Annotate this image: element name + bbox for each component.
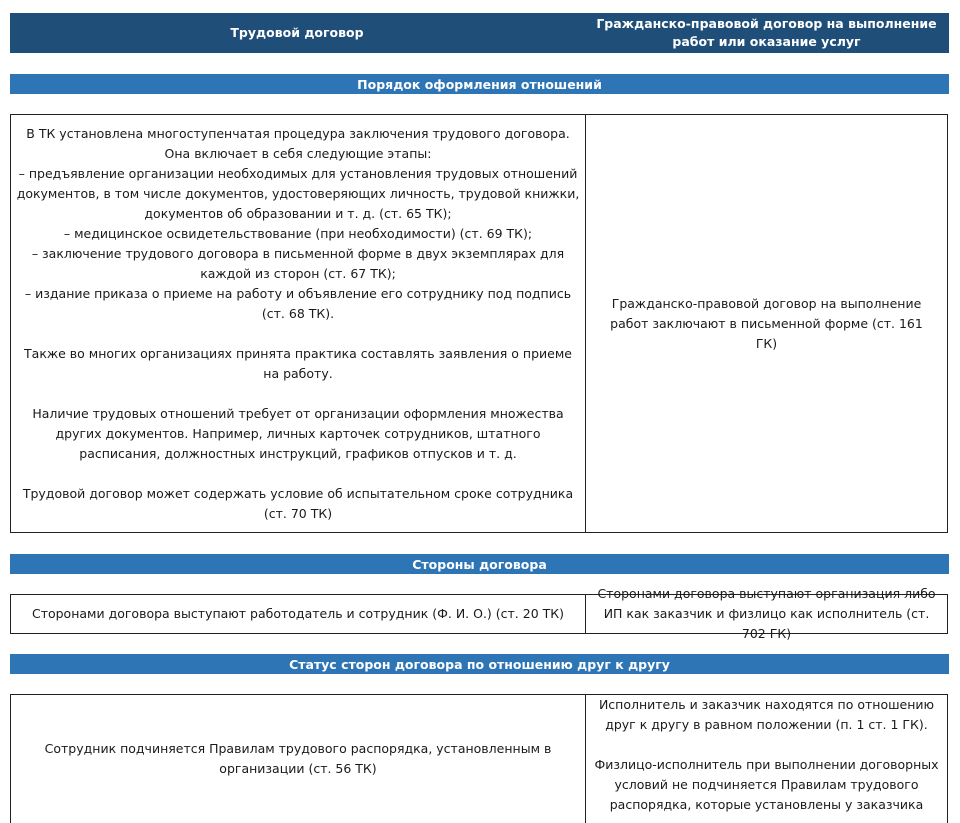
header-civil-contract: Гражданско-правовой договор на выполнение работ или оказание услуг xyxy=(596,16,937,49)
parties-employment-cell: Сторонами договора выступают работодатель и сотрудник (Ф. И. О.) (ст. 20 ТК) xyxy=(31,606,565,621)
section-title-status: Статус сторон договора по отношению друг к другу xyxy=(10,654,949,674)
registration-step-order: – издание приказа о приеме на работу и объявление его сотруднику под подпись (ст. 68 ТК). xyxy=(24,285,572,321)
registration-step-documents: – предъявление организации необходимых для установления трудовых отношений документов, в том числе документов, удостоверяющих личность, трудовой книжки, документов об образовании и т. д. (ст. 65 ТК); xyxy=(16,165,580,221)
parties-civil-cell: Сторонами договора выступают организация либо ИП как заказчик и физлицо как исполнитель (ст. 702 ГК) xyxy=(585,595,947,633)
status-civil-cell xyxy=(585,695,947,823)
registration-documents-note: Наличие трудовых отношений требует от организации оформления множества других документов. Например, личных карточек сотрудников, штатного расписания, должностных инструкций, графиков отпусков и т. д. xyxy=(32,405,564,461)
comparison-table-header xyxy=(10,13,949,53)
registration-civil-cell: Гражданско-правовой договор на выполнение работ заключают в письменной форме (ст. 161 ГК) xyxy=(585,115,947,532)
status-employment-cell: Сотрудник подчиняется Правилам трудового распорядка, установленным в организации (ст. 56 ТК) xyxy=(44,741,552,776)
table-row-parties xyxy=(10,586,948,641)
table-row-status xyxy=(10,694,948,823)
registration-intro: В ТК установлена многоступенчатая процедура заключения трудового договора. Она включает в себя следующие этапы: xyxy=(26,125,570,161)
status-equal-position: Исполнитель и заказчик находятся по отношению друг к другу в равном положении (п. 1 ст. 1 ГК). xyxy=(598,697,935,732)
table-row-registration xyxy=(10,114,948,533)
registration-application-note: Также во многих организациях принята практика составлять заявления о приеме на работу. xyxy=(24,345,572,381)
registration-step-medical: – медицинское освидетельствование (при необходимости) (ст. 69 ТК); xyxy=(63,225,533,241)
status-no-subordination: Физлицо-исполнитель при выполнении договорных условий не подчиняется Правилам трудового распорядка, которые установлены у заказчика xyxy=(594,757,939,812)
registration-employment-cell xyxy=(11,115,585,532)
section-title-registration: Порядок оформления отношений xyxy=(10,74,949,94)
header-employment-contract: Трудовой договор xyxy=(230,25,364,40)
registration-probation-note: Трудовой договор может содержать условие об испытательном сроке сотрудника (ст. 70 ТК) xyxy=(22,485,574,521)
registration-step-written: – заключение трудового договора в письменной форме в двух экземплярах для каждой из сторон (ст. 67 ТК); xyxy=(31,245,565,281)
section-title-parties: Стороны договора xyxy=(10,554,949,574)
